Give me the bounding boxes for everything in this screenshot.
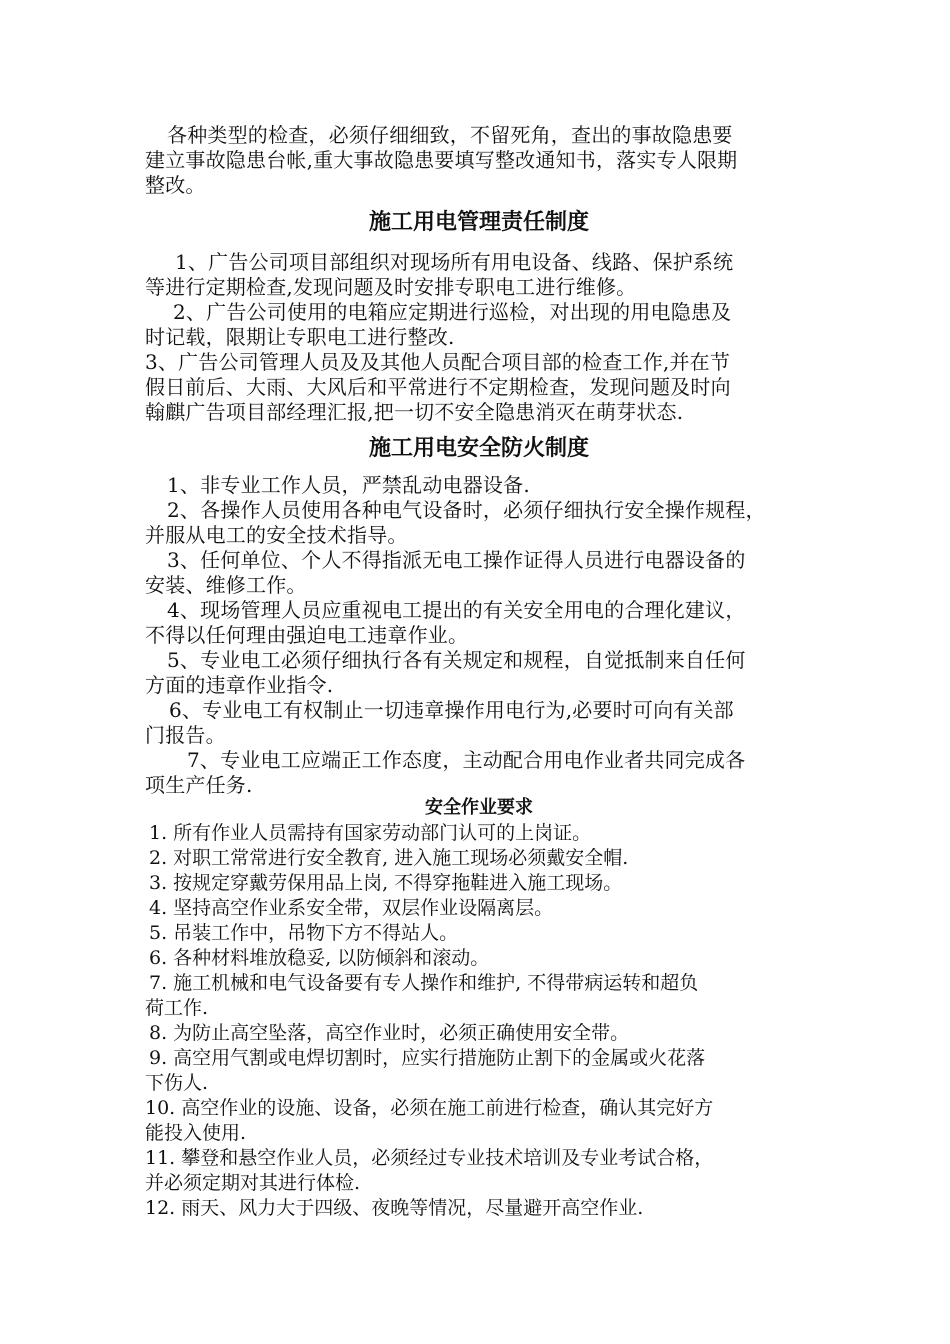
list-item: 11. 攀登和悬空作业人员，必须经过专业技术培训及专业考试合格， <box>145 1147 714 1169</box>
paragraph-line: 不得以任何理由强迫电工违章作业。 <box>145 623 469 647</box>
intro-paragraph <box>145 123 813 198</box>
list-item-continuation: 下伤人. <box>145 1072 209 1094</box>
list-item: 6. 各种材料堆放稳妥, 以防倾斜和滚动。 <box>149 947 490 969</box>
list-item: 2. 对职工常常进行安全教育, 进入施工现场必须戴安全帽. <box>149 847 629 869</box>
paragraph-line: 时记载，限期让专职电工进行整改. <box>145 325 455 349</box>
paragraph-line: 门报告。 <box>145 723 226 747</box>
list-item: 9. 高空用气割或电焊切割时，应实行措施防止割下的金属或火花落 <box>149 1047 706 1069</box>
paragraph-line: 7、专业电工应端正工作态度，主动配合用电作业者共同完成各 <box>187 748 746 772</box>
paragraph-line: 6、专业电工有权制止一切违章操作用电行为,必要时可向有关部 <box>169 698 734 722</box>
list-item: 12. 雨天、风力大于四级、夜晚等情况，尽量避开高空作业. <box>145 1197 644 1219</box>
section-electrical-management-body <box>145 250 813 425</box>
intro-line: 各种类型的检查，必须仔细细致，不留死角，查出的事故隐患要 <box>167 123 733 147</box>
list-item: 3. 按规定穿戴劳保用品上岗, 不得穿拖鞋进入施工现场。 <box>149 872 623 894</box>
list-item-continuation: 并必须定期对其进行体检. <box>145 1172 361 1194</box>
paragraph-line: 项生产任务. <box>145 773 253 797</box>
paragraph-line: 5、专业电工必须仔细执行各有关规定和规程，自觉抵制来自任何 <box>167 648 746 672</box>
paragraph-line: 1、非专业工作人员，严禁乱动电器设备. <box>167 473 530 497</box>
paragraph-line: 翰麒广告项目部经理汇报,把一切不安全隐患消灭在萌芽状态. <box>145 400 684 424</box>
list-item-continuation: 能投入使用. <box>145 1122 247 1144</box>
paragraph-line: 方面的违章作业指令. <box>145 673 334 697</box>
section-title-electrical-fire-safety: 施工用电安全防火制度 <box>368 436 589 461</box>
list-item-continuation: 荷工作. <box>145 997 209 1019</box>
paragraph-line: 并服从电工的安全技术指导。 <box>145 523 408 547</box>
list-item: 8. 为防止高空坠落，高空作业时，必须正确使用安全带。 <box>149 1022 630 1044</box>
paragraph-line: 假日前后、大雨、大风后和平常进行不定期检查，发现问题及时向 <box>145 375 731 399</box>
list-item: 10. 高空作业的设施、设备，必须在施工前进行检查，确认其完好方 <box>145 1097 714 1119</box>
paragraph-line: 2、各操作人员使用各种电气设备时，必须仔细执行安全操作规程， <box>167 498 766 522</box>
section-electrical-fire-safety-body <box>145 473 813 798</box>
paragraph-line: 3、广告公司管理人员及及其他人员配合项目部的检查工作,并在节 <box>145 350 731 374</box>
list-item: 1. 所有作业人员需持有国家劳动部门认可的上岗证。 <box>149 822 592 844</box>
intro-line: 整改。 <box>145 173 206 197</box>
section-title-work-safety: 安全作业要求 <box>425 797 533 818</box>
section-title-electrical-management: 施工用电管理责任制度 <box>368 210 589 235</box>
paragraph-line: 等进行定期检查,发现问题及时安排专职电工进行维修。 <box>145 275 637 299</box>
intro-line: 建立事故隐患台帐,重大事故隐患要填写整改通知书，落实专人限期 <box>145 148 738 172</box>
list-item: 7. 施工机械和电气设备要有专人操作和维护, 不得带病运转和超负 <box>149 972 699 994</box>
section-work-safety-list <box>145 821 813 1221</box>
paragraph-line: 4、现场管理人员应重视电工提出的有关安全用电的合理化建议， <box>167 598 746 622</box>
paragraph-line: 3、任何单位、个人不得指派无电工操作证得人员进行电器设备的 <box>167 548 746 572</box>
paragraph-line: 2、广告公司使用的电箱应定期进行巡检，对出现的用电隐患及 <box>173 300 732 324</box>
paragraph-line: 安装、维修工作。 <box>145 573 307 597</box>
list-item: 5. 吊装工作中，吊物下方不得站人。 <box>149 922 459 944</box>
paragraph-line: 1、广告公司项目部组织对现场所有用电设备、线路、保护系统 <box>175 250 734 274</box>
list-item: 4. 坚持高空作业系安全带，双层作业设隔离层。 <box>149 897 554 919</box>
